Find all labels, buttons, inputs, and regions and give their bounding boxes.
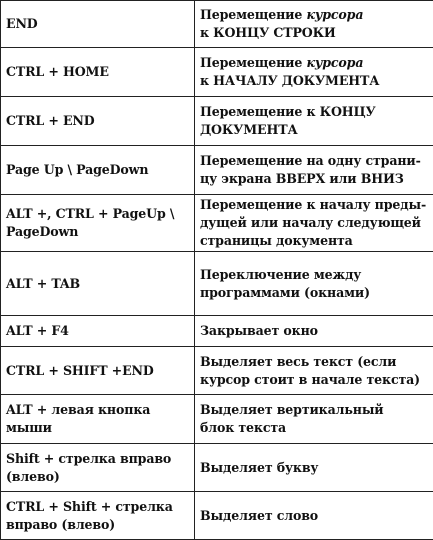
shortcut-key-cell [1,48,195,97]
description-text: Выделяет слово [200,508,318,523]
description-text: к КОНЦУ СТРОКИ [200,25,336,40]
shortcut-description-line [200,371,429,389]
shortcut-description-line [200,103,429,121]
shortcut-description-line [200,152,429,170]
description-text: Перемещение к КОНЦУ [200,104,376,119]
shortcut-description-cell [195,492,433,540]
shortcut-key-line: END [6,15,190,33]
shortcut-description-cell [195,195,433,252]
shortcut-description-line [200,459,429,477]
shortcut-key-cell [1,252,195,316]
shortcut-description-line [200,284,429,302]
shortcut-description-line [200,419,429,437]
shortcut-key-line: вправо (влево) [6,516,190,534]
shortcut-description-line [200,353,429,371]
shortcut-key-line: Shift + стрелка вправо [6,450,190,468]
shortcut-key-cell [1,195,195,252]
shortcut-key-line: ALT + левая кнопка [6,401,190,419]
description-text: Перемещение [200,7,306,22]
description-text: Выделяет букву [200,460,318,475]
shortcut-description-line [200,232,429,250]
shortcut-key-line: CTRL + HOME [6,63,190,81]
shortcut-key-line: CTRL + SHIFT +END [6,362,190,380]
shortcut-key-cell [1,395,195,444]
description-text: цу экрана ВВЕРХ или ВНИЗ [200,171,404,186]
shortcut-description-line [200,121,429,139]
description-text: Закрывает окно [200,323,318,338]
description-text: страницы документа [200,233,353,248]
shortcut-description-line [200,322,429,340]
table-row [1,444,433,492]
shortcut-description-cell [195,97,433,146]
description-text: программами (окнами) [200,285,370,300]
shortcut-description-line [200,266,429,284]
shortcut-key-cell [1,492,195,540]
shortcut-description-line [200,72,429,90]
shortcut-description-cell [195,1,433,48]
table-row [1,252,433,316]
shortcut-description-line [200,170,429,188]
table-row [1,347,433,395]
shortcut-description-line [200,6,429,24]
table-row [1,195,433,252]
shortcut-description-line [200,54,429,72]
shortcut-key-line: PageDown [6,223,190,241]
shortcut-description-cell [195,395,433,444]
table-row [1,48,433,97]
table-row [1,1,433,48]
table-row [1,492,433,540]
description-text: ДОКУМЕНТА [200,122,298,137]
shortcut-key-line: Page Up \ PageDown [6,161,190,179]
shortcuts-table-body [1,1,433,540]
shortcut-key-cell [1,1,195,48]
shortcut-key-cell [1,316,195,347]
shortcut-key-line: мыши [6,419,190,437]
italic-term: курсора [306,7,363,22]
description-text: Выделяет вертикальный [200,402,384,417]
shortcut-key-line: ALT + F4 [6,322,190,340]
shortcut-description-cell [195,252,433,316]
shortcut-description-cell [195,444,433,492]
description-text: курсор стоит в начале текста) [200,372,420,387]
shortcut-description-line [200,507,429,525]
shortcut-key-cell [1,444,195,492]
table-row [1,316,433,347]
description-text: Перемещение на одну страни- [200,153,421,168]
description-text: к НАЧАЛУ ДОКУМЕНТА [200,73,379,88]
description-text: Перемещение [200,55,306,70]
shortcut-description-line [200,196,429,214]
description-text: Переключение между [200,267,361,282]
shortcut-key-cell [1,97,195,146]
description-text: Выделяет весь текст (если [200,354,396,369]
description-text: блок текста [200,420,286,435]
description-text: дущей или началу следующей [200,215,421,230]
shortcut-key-cell [1,146,195,195]
shortcut-description-cell [195,316,433,347]
shortcut-key-line: CTRL + Shift + стрелка [6,498,190,516]
shortcut-key-line: ALT + TAB [6,275,190,293]
shortcut-key-line: CTRL + END [6,112,190,130]
table-row [1,97,433,146]
shortcut-description-cell [195,48,433,97]
italic-term: курсора [306,55,363,70]
shortcut-description-cell [195,146,433,195]
table-row [1,395,433,444]
shortcut-description-line [200,214,429,232]
shortcut-key-cell [1,347,195,395]
description-text: Перемещение к началу преды- [200,197,426,212]
shortcut-key-line: (влево) [6,468,190,486]
shortcut-key-line: ALT +, CTRL + PageUp \ [6,205,190,223]
shortcut-description-cell [195,347,433,395]
shortcut-description-line [200,24,429,42]
table-row [1,146,433,195]
shortcut-description-line [200,401,429,419]
